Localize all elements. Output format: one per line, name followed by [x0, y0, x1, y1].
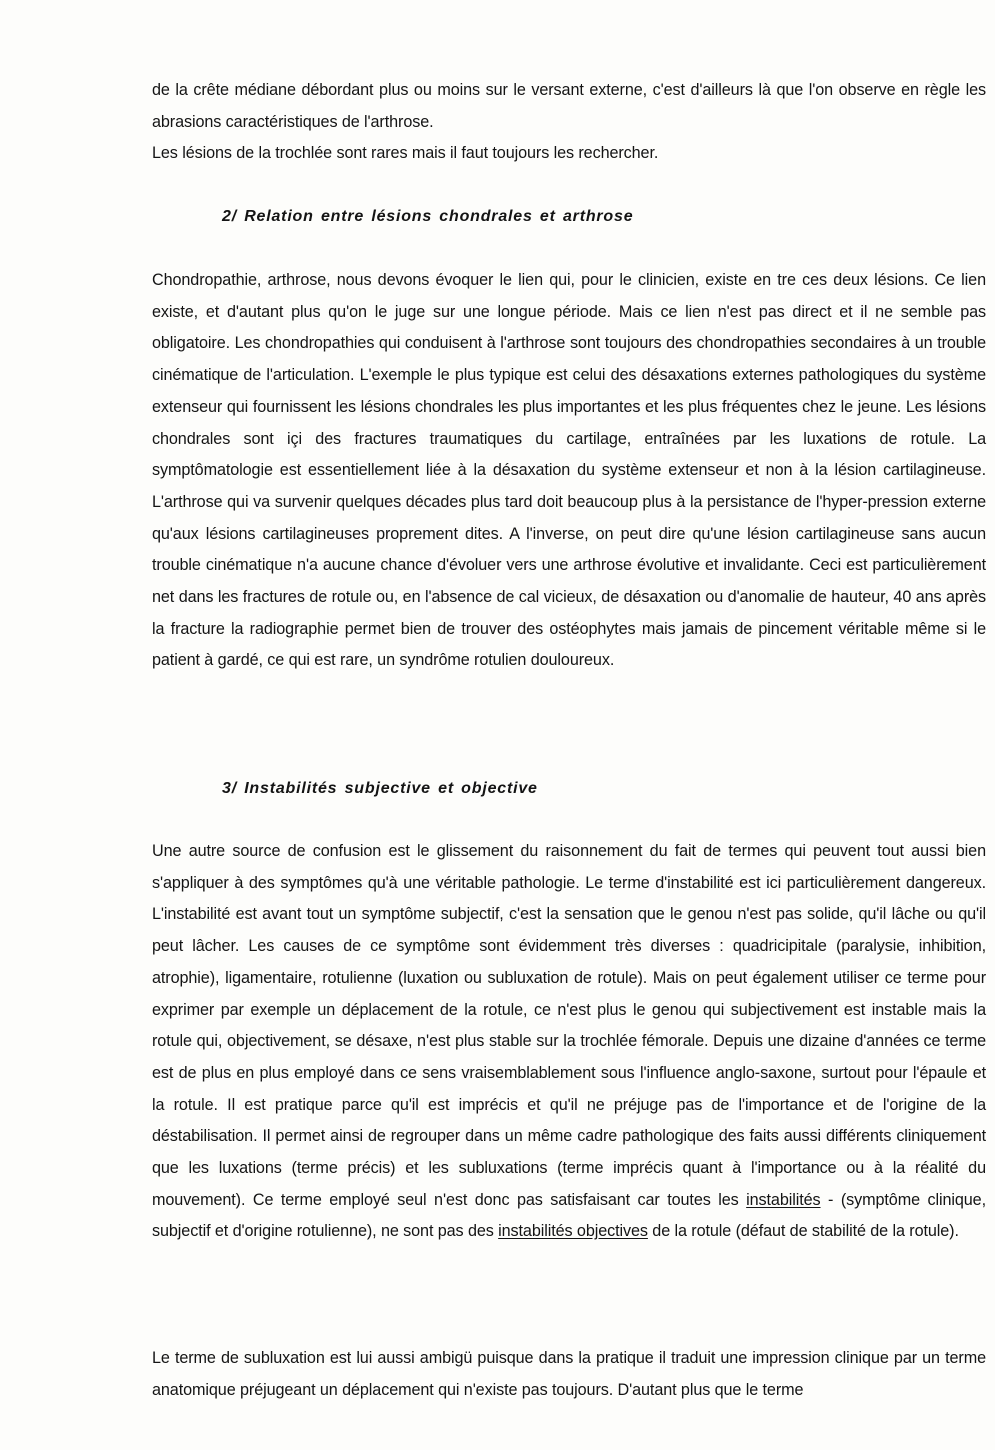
paragraph-text: Chondropathie, arthrose, nous devons évoquer le lien qui, pour le clinicien, existe en tre ces deux lésions. Ce lien existe, et d'autant plus qu'on le juge sur une longue période. Mais ce lien n'est pas direct et il ne semble pas obligatoire. Les chondropathies qui conduisent à l'arthrose sont toujours des chondropathies secondaires à un trouble cinématique de l'articulation. L'exemple le plus typique est celui des désaxations externes pathologiques du système extenseur qui fournissent les lésions chondrales les plus importantes et les plus fréquentes chez le jeune. Les lésions chondrales sont içi des fractures traumatiques du cartilage, entraînées par les luxations de rotule. La symptômatologie est essentiellement liée à la désaxation du système extenseur et non à la lésion cartilagineuse. L'arthrose qui va survenir quelques décades plus tard doit beaucoup plus à la persistance de l'hyper-pression externe qu'aux lésions cartilagineuses proprement dites. A l'inverse, on peut dire qu'une lésion cartilagineuse sans aucun trouble cinématique n'a aucune chance d'évoluer vers une arthrose évolutive et invalidante. Ceci est particulièrement net dans les fractures de rotule ou, en l'absence de cal vicieux, de désaxation ou d'anomalie de hauteur, 40 ans après la fracture la radiographie permet bien de trouver des ostéophytes mais jamais de pincement véritable même si le patient à gardé, ce qui est rare, un syndrôme rotulien douloureux.: [152, 271, 986, 670]
paragraph-text: [152, 836, 986, 1248]
continuation-paragraph: [152, 75, 986, 170]
section-heading: 3/ Instabilités subjective et objective: [222, 780, 538, 797]
paragraph-text: Les lésions de la trochlée sont rares mais il faut toujours les rechercher.: [152, 144, 659, 163]
final-paragraph: [152, 1343, 986, 1406]
paragraph-text: de la crête médiane débordant plus ou moins sur le versant externe, c'est d'ailleurs là que l'on observe en règle les abrasions caractéristiques de l'arthrose.: [152, 81, 986, 131]
underlined-term: instabilités: [746, 1190, 821, 1209]
underlined-term: instabilités objectives: [498, 1222, 648, 1241]
section-2-paragraph: [152, 265, 986, 677]
paragraph-text-part: de la rotule (défaut de stabilité de la rotule).: [647, 1222, 959, 1241]
section-heading: 2/ Relation entre lésions chondrales et arthrose: [222, 208, 634, 225]
paragraph-text-part: Une autre source de confusion est le glissement du raisonnement du fait de termes qui peuvent tout aussi bien s'appliquer à des symptômes qu'à une véritable pathologie. Le terme d'instabilité est ici particulièrement dangereux. L'instabilité est avant tout un symptôme subjectif, c'est la sensation que le genou n'est pas solide, qu'il lâche ou qu'il peut lâcher. Les causes de ce symptôme sont évidemment très diverses : quadricipitale (paralysie, inhibition, atrophie), ligamentaire, rotulienne (luxation ou subluxation de rotule). Mais on peut également utiliser ce terme pour exprimer par exemple un déplacement de la rotule, ce n'est plus le genou qui subjectivement est instable mais la rotule qui, objectivement, se désaxe, n'est plus stable sur la trochlée fémorale. Depuis une dizaine d'années ce terme est de plus en plus employé dans ce sens vraisemblablement sous l'influence anglo-saxone, surtout pour l'épaule et la rotule. Il est pratique parce qu'il est imprécis et qu'il ne préjuge pas de l'importance et de l'origine de la déstabilisation. Il permet ainsi de regrouper dans un même cadre pathologique des faits aussi différents cliniquement que les luxations (terme précis) et les subluxations (terme imprécis quant à l'importance ou à la réalité du mouvement). Ce terme employé seul n'est donc pas satisfaisant car toutes les: [152, 842, 986, 1209]
section-3-paragraph: [152, 836, 986, 1248]
paragraph-text: Le terme de subluxation est lui aussi ambigü puisque dans la pratique il traduit une impression clinique par un terme anatomique préjugeant un déplacement qui n'existe pas toujours. D'autant plus que le terme: [152, 1349, 986, 1399]
paragraph-text-part: - (symptôme clinique, subjectif et d'origine rotulienne), ne sont pas des: [152, 1190, 986, 1241]
